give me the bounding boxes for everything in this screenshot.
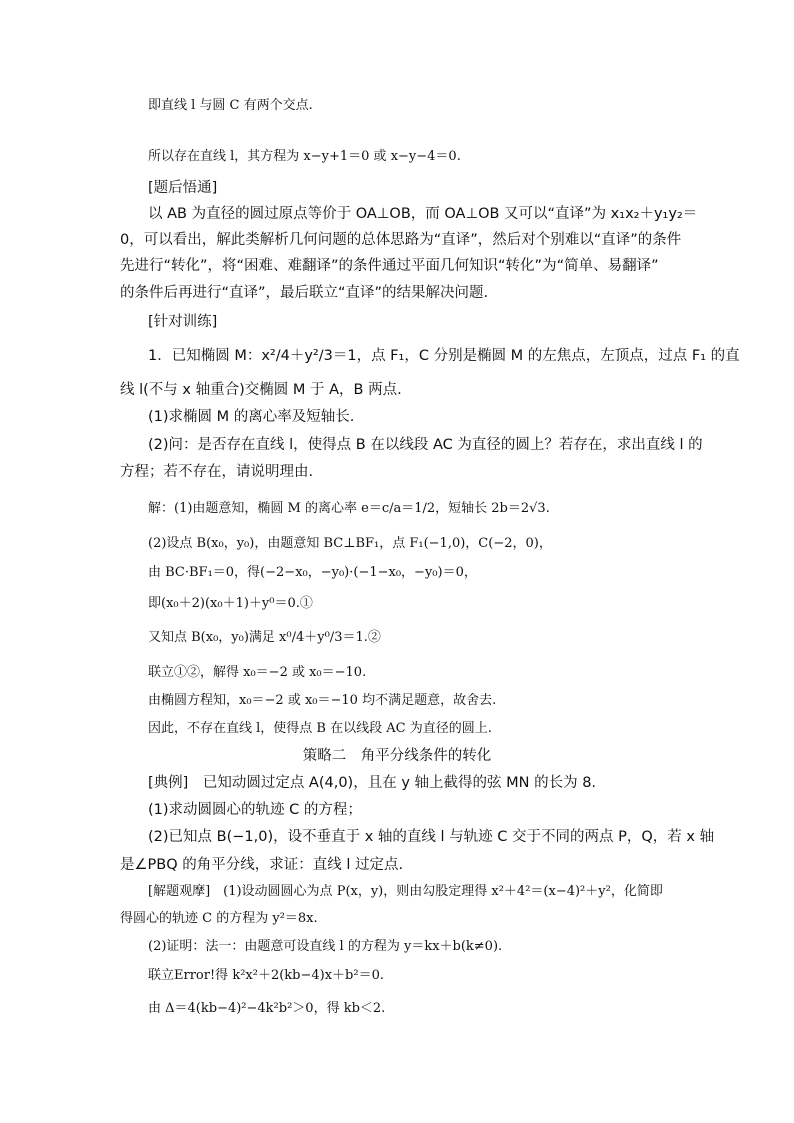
solution-line: 因此，不存在直线 l，使得点 B 在以线段 AC 为直径的圆上.	[148, 721, 492, 736]
section-heading: 策略二 角平分线条件的转化	[302, 748, 492, 764]
solution-line: 由 Δ＝4(kb−4)²−4k²b²＞0，得 kb＜2.	[148, 1001, 386, 1016]
text-line: 0，可以看出，解此类解析几何问题的总体思路为“直译”，然后对个别难以“直译”的条件	[120, 232, 682, 248]
solution-line: 解：(1)由题意知，椭圆 M 的离心率 e＝c/a＝1/2，短轴长 2b＝2√3.	[148, 501, 550, 516]
text-line: 即直线 l 与圆 C 有两个交点.	[148, 98, 313, 113]
text-line: 先进行“转化”，将“困难、难翻译”的条件通过平面几何知识“转化”为“简单、易翻译”	[120, 258, 659, 274]
solution-line: 联立Error!得 k²x²＋2(kb−4)x＋b²＝0.	[148, 968, 384, 983]
problem-line: 是∠PBQ 的角平分线，求证：直线 l 过定点.	[120, 857, 404, 873]
solution-line: (2)证明：法一：由题意可设直线 l 的方程为 y＝kx＋b(k≠0).	[148, 939, 503, 954]
solution-line: 又知点 B(x₀，y₀)满足 x⁰/4＋y⁰/3＝1.②	[148, 630, 381, 645]
text-line: 的条件后再进行“直译”，最后联立“直译”的结果解决问题.	[120, 285, 489, 301]
solution-line: 联立①②，解得 x₀＝−2 或 x₀＝−10.	[148, 665, 367, 680]
solution-line: 得圆心的轨迹 C 的方程为 y²＝8x.	[120, 911, 318, 926]
text-line: 所以存在直线 l，其方程为 x−y+1＝0 或 x−y−4＝0.	[148, 149, 461, 164]
problem-line: (1)求动圆圆心的轨迹 C 的方程；	[148, 802, 362, 818]
section-label: [针对训练]	[148, 314, 218, 330]
solution-line: 由椭圆方程知，x₀＝−2 或 x₀＝−10 均不满足题意，故舍去.	[148, 693, 497, 708]
problem-line: (2)已知点 B(−1,0)，设不垂直于 x 轴的直线 l 与轨迹 C 交于不同的两点 P，Q，若 x 轴	[148, 829, 715, 845]
solution-line: [解题观摩] (1)设动圆圆心为点 P(x，y)，则由勾股定理得 x²＋4²＝(x−4)²＋y²，化简即	[148, 884, 663, 899]
problem-line: [典例] 已知动圆过定点 A(4,0)，且在 y 轴上截得的弦 MN 的长为 8.	[148, 775, 597, 791]
solution-line: 即(x₀＋2)(x₀＋1)＋y⁰＝0.①	[148, 596, 313, 611]
solution-line: (2)设点 B(x₀，y₀)，由题意知 BC⊥BF₁，点 F₁(−1,0)，C(−2，0)，	[148, 536, 552, 551]
problem-line: 1．已知椭圆 M：x²/4＋y²/3＝1，点 F₁，C 分别是椭圆 M 的左焦点，左顶点，过点 F₁ 的直	[148, 348, 740, 364]
problem-line: (2)问：是否存在直线 l，使得点 B 在以线段 AC 为直径的圆上？若存在，求出直线 l 的	[148, 437, 703, 453]
problem-line: 线 l(不与 x 轴重合)交椭圆 M 于 A，B 两点.	[120, 382, 402, 398]
text-line: 以 AB 为直径的圆过原点等价于 OA⊥OB，而 OA⊥OB 又可以“直译”为 x₁x₂＋y₁y₂＝	[148, 206, 698, 222]
problem-line: 方程；若不存在，请说明理由.	[120, 464, 314, 480]
section-label: [题后悟通]	[148, 180, 218, 196]
solution-line: 由 BC·BF₁＝0，得(−2−x₀，−y₀)·(−1−x₀，−y₀)＝0，	[148, 565, 477, 580]
problem-line: (1)求椭圆 M 的离心率及短轴长.	[148, 409, 355, 425]
